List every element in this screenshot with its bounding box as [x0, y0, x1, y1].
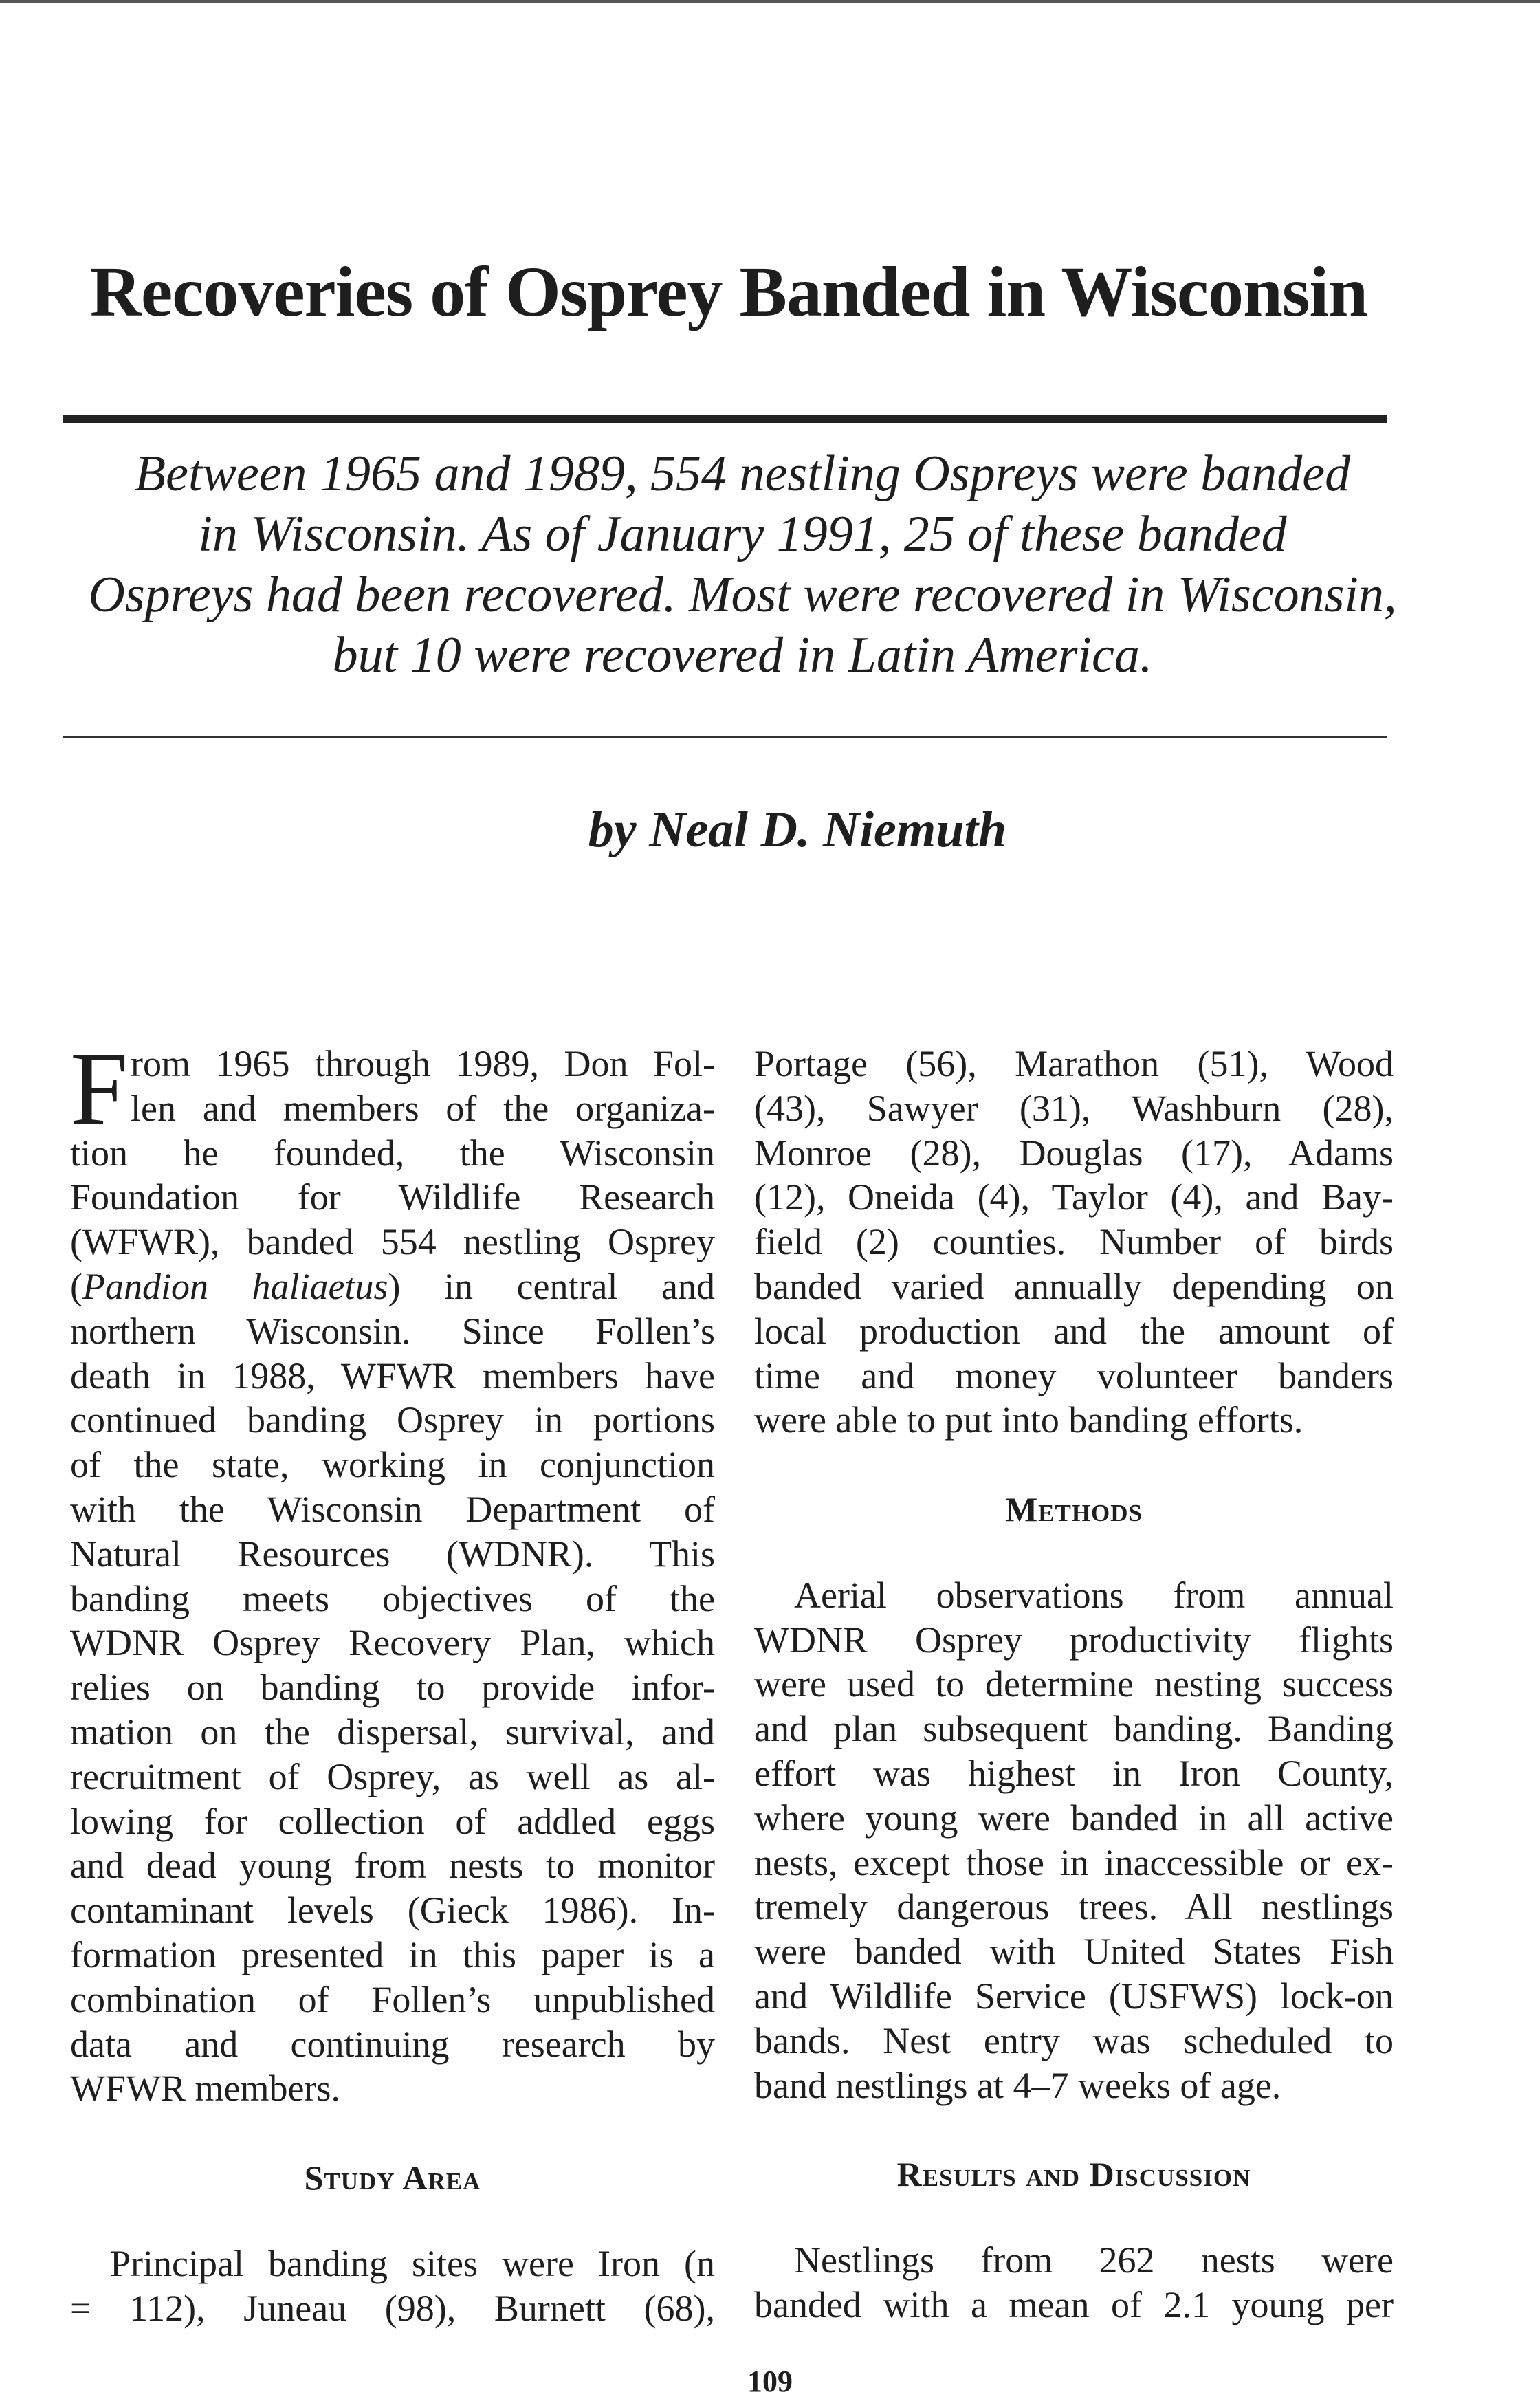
text-line: tremely dangerous trees. All nestlings: [754, 1886, 1394, 1928]
text-line: and Wildlife Service (USFWS) lock-on: [754, 1975, 1394, 2017]
text-line: lowing for collection of addled eggs: [70, 1800, 715, 1842]
text-line: Portage (56), Marathon (51), Wood: [754, 1043, 1394, 1084]
text-line: relies on banding to provide infor-: [70, 1667, 715, 1709]
text-line: Principal banding sites were Iron (n: [110, 2242, 715, 2284]
text-line: tion he founded, the Wisconsin: [70, 1132, 715, 1174]
text-line: effort was highest in Iron County,: [754, 1752, 1394, 1794]
text-line: WFWR members.: [70, 2068, 340, 2110]
text-line: were banded with United States Fish: [754, 1931, 1394, 1973]
text-line: Natural Resources (WDNR). This: [70, 1533, 715, 1575]
text-line: (WFWR), banded 554 nestling Osprey: [70, 1221, 715, 1263]
text-line: recruitment of Osprey, as well as al-: [70, 1755, 715, 1797]
text-line: continued banding Osprey in portions: [70, 1399, 715, 1441]
text-line: local production and the amount of: [754, 1310, 1394, 1352]
left-column: [70, 1031, 715, 2330]
text-line: death in 1988, WFWR members have: [70, 1355, 715, 1396]
text-line: contaminant levels (Gieck 1986). In-: [70, 1889, 715, 1931]
species-name: Pandion haliaetus: [82, 1265, 388, 1307]
text-line: (Pandion haliaetus) in central and: [70, 1265, 715, 1307]
text-line: mation on the dispersal, survival, and: [70, 1711, 715, 1753]
abstract-line: Ospreys had been recovered. Most were recovered in Wisconsin,: [88, 567, 1397, 623]
section-heading: Results and Discussion: [896, 2155, 1251, 2194]
top-border: [0, 0, 1540, 3]
text-line: of the state, working in conjunction: [70, 1444, 715, 1486]
text-line: rom 1965 through 1989, Don Fol-: [131, 1043, 715, 1084]
text-line: where young were banded in all active: [754, 1797, 1394, 1839]
drop-cap: F: [70, 1031, 129, 1146]
right-column: [754, 1042, 1394, 2327]
byline: by Neal D. Niemuth: [588, 802, 1007, 858]
text-line: were able to put into banding efforts.: [754, 1399, 1304, 1441]
text-line: time and money volunteer banders: [754, 1355, 1394, 1396]
text-line: formation presented in this paper is a: [70, 1934, 715, 1975]
abstract-rule: [63, 736, 1387, 738]
abstract-line: but 10 were recovered in Latin America.: [332, 627, 1153, 683]
text-line: data and continuing research by: [70, 2023, 715, 2065]
text-line: WDNR Osprey Recovery Plan, which: [70, 1622, 715, 1664]
abstract: [41, 443, 1444, 686]
section-heading: Methods: [1004, 1489, 1143, 1529]
text-line: northern Wisconsin. Since Follen’s: [70, 1310, 715, 1352]
text-line: banded with a mean of 2.1 young per: [754, 2283, 1394, 2325]
text-line: Monroe (28), Douglas (17), Adams: [754, 1132, 1394, 1174]
abstract-line: in Wisconsin. As of January 1991, 25 of these banded: [198, 506, 1287, 562]
text-line: Foundation for Wildlife Research: [70, 1176, 715, 1218]
text-line: WDNR Osprey productivity flights: [754, 1619, 1394, 1661]
text-line: banded varied annually depending on: [754, 1265, 1394, 1307]
text-line: and dead young from nests to monitor: [70, 1845, 715, 1887]
title-rule: [63, 415, 1387, 423]
text-line: = 112), Juneau (98), Burnett (68),: [70, 2287, 715, 2329]
page-number: 109: [747, 2365, 793, 2398]
text-line: (12), Oneida (4), Taylor (4), and Bay-: [754, 1176, 1394, 1218]
text-line: combination of Follen’s unpublished: [70, 1978, 715, 2020]
text-line: nests, except those in inaccessible or ex-: [754, 1841, 1394, 1883]
abstract-line: Between 1965 and 1989, 554 nestling Ospreys were banded: [134, 446, 1351, 502]
text-line: len and members of the organiza-: [131, 1087, 715, 1129]
text-line: Nestlings from 262 nests were: [794, 2239, 1394, 2281]
section-heading: Study Area: [304, 2158, 481, 2197]
text-line: field (2) counties. Number of birds: [754, 1221, 1394, 1263]
text-line: band nestlings at 4–7 weeks of age.: [754, 2064, 1282, 2106]
article-title: Recoveries of Osprey Banded in Wisconsin: [89, 252, 1368, 331]
text-line: and plan subsequent banding. Banding: [754, 1708, 1394, 1750]
text-line: (43), Sawyer (31), Washburn (28),: [754, 1087, 1394, 1129]
text-line: bands. Nest entry was scheduled to: [754, 2019, 1394, 2061]
text-line: banding meets objectives of the: [70, 1577, 715, 1619]
text-line: were used to determine nesting success: [754, 1663, 1394, 1705]
text-line: Aerial observations from annual: [794, 1574, 1394, 1616]
text-line: with the Wisconsin Department of: [70, 1488, 715, 1530]
